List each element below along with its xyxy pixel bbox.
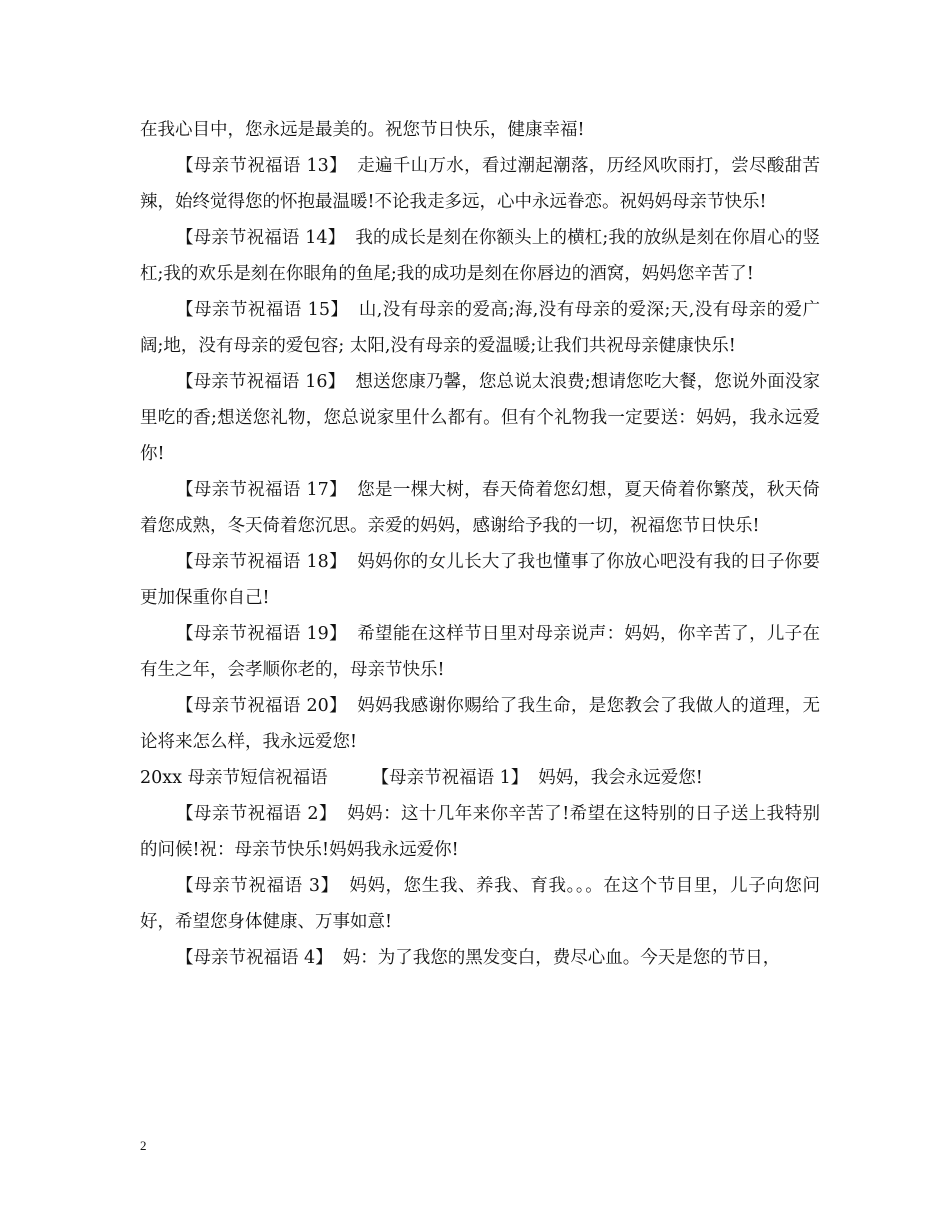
blessing-text: 妈妈：这十几年来你辛苦了!希望在这特别的日子送上我特别的问候!祝：母亲节快乐!妈妈我永远爱你! (140, 804, 820, 860)
blessing-label: 【母亲节祝福语 16】 (176, 372, 346, 392)
blessing-text: 妈妈我感谢你赐给了我生命，是您教会了我做人的道理，无论将来怎么样，我永远爱您! (140, 696, 820, 752)
blessing-label: 【母亲节祝福语 15】 (176, 300, 349, 320)
blessing-paragraph (140, 940, 820, 976)
blessing-text: 希望能在这样节日里对母亲说声：妈妈，你辛苦了，儿子在有生之年，会孝顺你老的，母亲节快乐! (140, 624, 820, 680)
blessing-paragraph (140, 292, 820, 364)
blessing-text: 妈妈，我会永远爱您! (538, 768, 703, 788)
blessing-text: 走遍千山万水，看过潮起潮落，历经风吹雨打，尝尽酸甜苦辣，始终觉得您的怀抱最温暖!不论我走多远，心中永远眷恋。祝妈妈母亲节快乐! (140, 156, 820, 212)
blessing-paragraph (140, 148, 820, 220)
blessing-label: 【母亲节祝福语 19】 (176, 624, 347, 644)
blessing-paragraph (140, 544, 820, 616)
blessing-text: 想送您康乃馨，您总说太浪费;想请您吃大餐，您说外面没家里吃的香;想送您礼物，您总说家里什么都有。但有个礼物我一定要送：妈妈，我永远爱你! (140, 372, 820, 464)
blessing-label: 【母亲节祝福语 1】 (371, 768, 529, 788)
blessing-label: 【母亲节祝福语 14】 (176, 228, 346, 248)
blessing-text: 您是一棵大树，春天倚着您幻想，夏天倚着你繁茂，秋天倚着您成熟，冬天倚着您沉思。亲爱的妈妈，感谢给予我的一切，祝福您节日快乐! (140, 480, 820, 536)
section-heading-line (140, 760, 820, 796)
blessing-label: 【母亲节祝福语 17】 (176, 480, 347, 500)
blessing-paragraph (140, 868, 820, 940)
blessing-text: 山,没有母亲的爱高;海,没有母亲的爱深;天,没有母亲的爱广阔;地，没有母亲的爱包容; 太阳,没有母亲的爱温暖;让我们共祝母亲健康快乐! (140, 300, 820, 356)
blessing-label: 【母亲节祝福语 3】 (176, 876, 339, 896)
document-body (140, 112, 820, 976)
blessing-label: 【母亲节祝福语 13】 (176, 156, 347, 176)
blessing-paragraph (140, 364, 820, 472)
page-number: 2 (140, 1138, 147, 1153)
blessing-label: 【母亲节祝福语 2】 (176, 804, 337, 824)
blessing-text: 妈：为了我您的黑发变白，费尽心血。今天是您的节日， (342, 948, 781, 968)
blessing-label: 【母亲节祝福语 18】 (176, 552, 347, 572)
blessing-label: 【母亲节祝福语 4】 (176, 948, 333, 968)
section-heading: 20xx 母亲节短信祝福语 (140, 768, 328, 788)
blessing-text: 妈妈你的女儿长大了我也懂事了你放心吧没有我的日子你要更加保重你自己! (140, 552, 820, 608)
blessing-paragraph (140, 616, 820, 688)
blessing-text: 妈妈，您生我、养我、育我。。。在这个节目里，儿子向您问好，希望您身体健康、万事如意! (140, 876, 821, 932)
opening-line: 在我心目中，您永远是最美的。祝您节日快乐，健康幸福! (140, 120, 585, 140)
blessing-paragraph (140, 688, 820, 760)
blessing-paragraph (140, 796, 820, 868)
blessing-label: 【母亲节祝福语 20】 (176, 696, 347, 716)
blessing-text: 我的成长是刻在你额头上的横杠;我的放纵是刻在你眉心的竖杠;我的欢乐是刻在你眼角的鱼尾;我的成功是刻在你唇边的酒窝，妈妈您辛苦了! (140, 228, 820, 284)
blessing-paragraph (140, 472, 820, 544)
blessing-paragraph (140, 220, 820, 292)
